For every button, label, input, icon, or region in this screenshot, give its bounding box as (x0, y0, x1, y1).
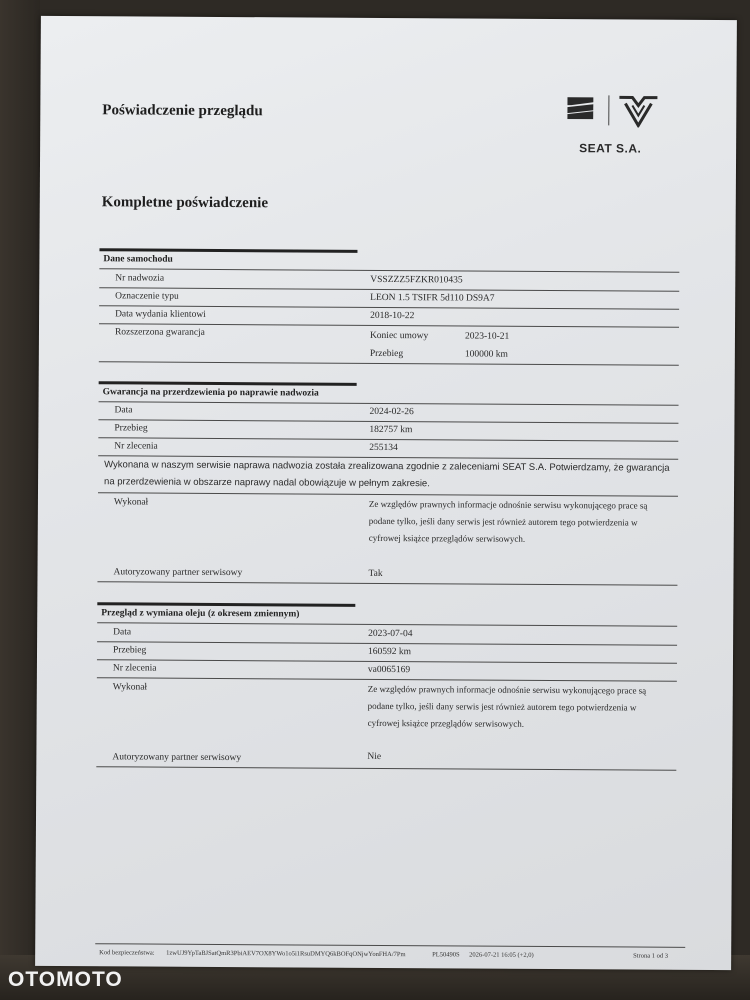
cupra-icon (617, 95, 659, 127)
row-label: Nr nadwozia (115, 273, 165, 284)
divider (97, 581, 677, 586)
section-bar (97, 602, 355, 607)
divider (99, 361, 679, 366)
performed-note: Ze względów prawnych informacje odnośnie serwisu wykonującego prace są podane tylko, jeśli dany serwis jest również autorem tego potwierdzenia w cyfrowej książce przeglądów serwisowych. (368, 498, 648, 544)
seat-logo (567, 93, 659, 164)
divider (97, 641, 677, 646)
section-heading-car: Dane samochodu (103, 254, 173, 265)
row-value: LEON 1.5 TSIFR 5d110 DS9A7 (370, 292, 495, 304)
logo-divider (608, 95, 609, 125)
row-value: 160592 km (367, 646, 412, 658)
divider (97, 659, 677, 664)
row-label: Przebieg (114, 423, 148, 434)
divider (97, 622, 677, 627)
divider (99, 287, 679, 292)
document-subtitle: Kompletne poświadczenie (101, 194, 269, 212)
warranty-end-label: Koniec umowy (369, 330, 429, 342)
row-value: 2018-10-22 (370, 310, 415, 322)
section-bar (99, 381, 357, 386)
performed-note: Ze względów prawnych informacje odnośnie serwisu wykonującego prace są podane tylko, jeśli dany serwis jest również autorem tego potwierdzenia w cyfrowej książce przeglądów serwisowych. (367, 683, 647, 729)
partner-label: Autoryzowany partner serwisowy (113, 567, 243, 579)
footer-divider (95, 943, 685, 948)
row-value: 255134 (369, 442, 398, 454)
divider (98, 437, 678, 442)
warranty-label: Rozszerzona gwarancja (114, 327, 205, 338)
row-label: Przebieg (113, 645, 147, 656)
warranty-end-value: 2023-10-21 (464, 331, 510, 342)
otomoto-watermark: OTOMOTO (8, 968, 123, 991)
performed-label: Wykonał (113, 497, 149, 508)
divider (99, 268, 679, 273)
section-heading-oil: Przegląd z wymiana oleju (z okresem zmiennym) (101, 608, 300, 620)
performed-label: Wykonał (112, 682, 148, 693)
row-value: 2023-07-04 (368, 628, 413, 640)
divider (98, 419, 678, 424)
footer-code: 1zwUJ9YpTaBJSatQmR3PbiAEV7OX8YWo1o5i1RsuDMYQ6kBOFqONjwYonFHA/7Pm (166, 949, 406, 959)
partner-value: Nie (367, 751, 382, 762)
row-value: 2024-02-26 (369, 406, 414, 418)
row-label: Data (114, 405, 133, 416)
brand-name: SEAT S.A. (579, 141, 642, 156)
row-value: VSSZZZ5FZKR010435 (370, 274, 463, 286)
document-page (35, 16, 737, 970)
footer-timestamp: 2026-07-21 16:05 (+2,0) (469, 951, 534, 959)
footer-code-label: Kod bezpieczeństwa: (99, 949, 155, 957)
seat-s-icon (567, 97, 593, 119)
footer-dealer: PL50490S (432, 951, 460, 959)
row-label: Nr zlecenia (112, 663, 157, 674)
row-label: Nr zlecenia (114, 441, 158, 452)
bodywork-paragraph: Wykonana w naszym serwisie naprawa nadwozia została zrealizowana zgodnie z zaleceniami SEAT S.A. Potwierdzamy, że gwarancja na przerdzewienia w obszarze naprawy nadal obowiązuje w pełnym zakresie. (104, 459, 670, 490)
row-value: va0065169 (367, 664, 411, 676)
divider (99, 401, 679, 406)
partner-value: Tak (368, 568, 383, 579)
divider (96, 766, 676, 771)
warranty-mileage-value: 100000 km (464, 349, 508, 360)
partner-label: Autoryzowany partner serwisowy (112, 752, 242, 764)
background-left (0, 0, 40, 1000)
row-label: Data (113, 627, 132, 638)
warranty-mileage-label: Przebieg (369, 348, 404, 360)
row-label: Oznaczenie typu (115, 291, 179, 302)
document-title: Poświadczenie przeglądu (102, 102, 263, 120)
row-label: Data wydania klientowi (115, 309, 206, 320)
row-value: 182757 km (369, 424, 413, 436)
section-heading-bodywork: Gwarancja na przerdzewienia po naprawie nadwozia (102, 387, 319, 399)
footer-page: Strona 1 od 3 (633, 952, 669, 960)
section-bar (99, 248, 357, 253)
